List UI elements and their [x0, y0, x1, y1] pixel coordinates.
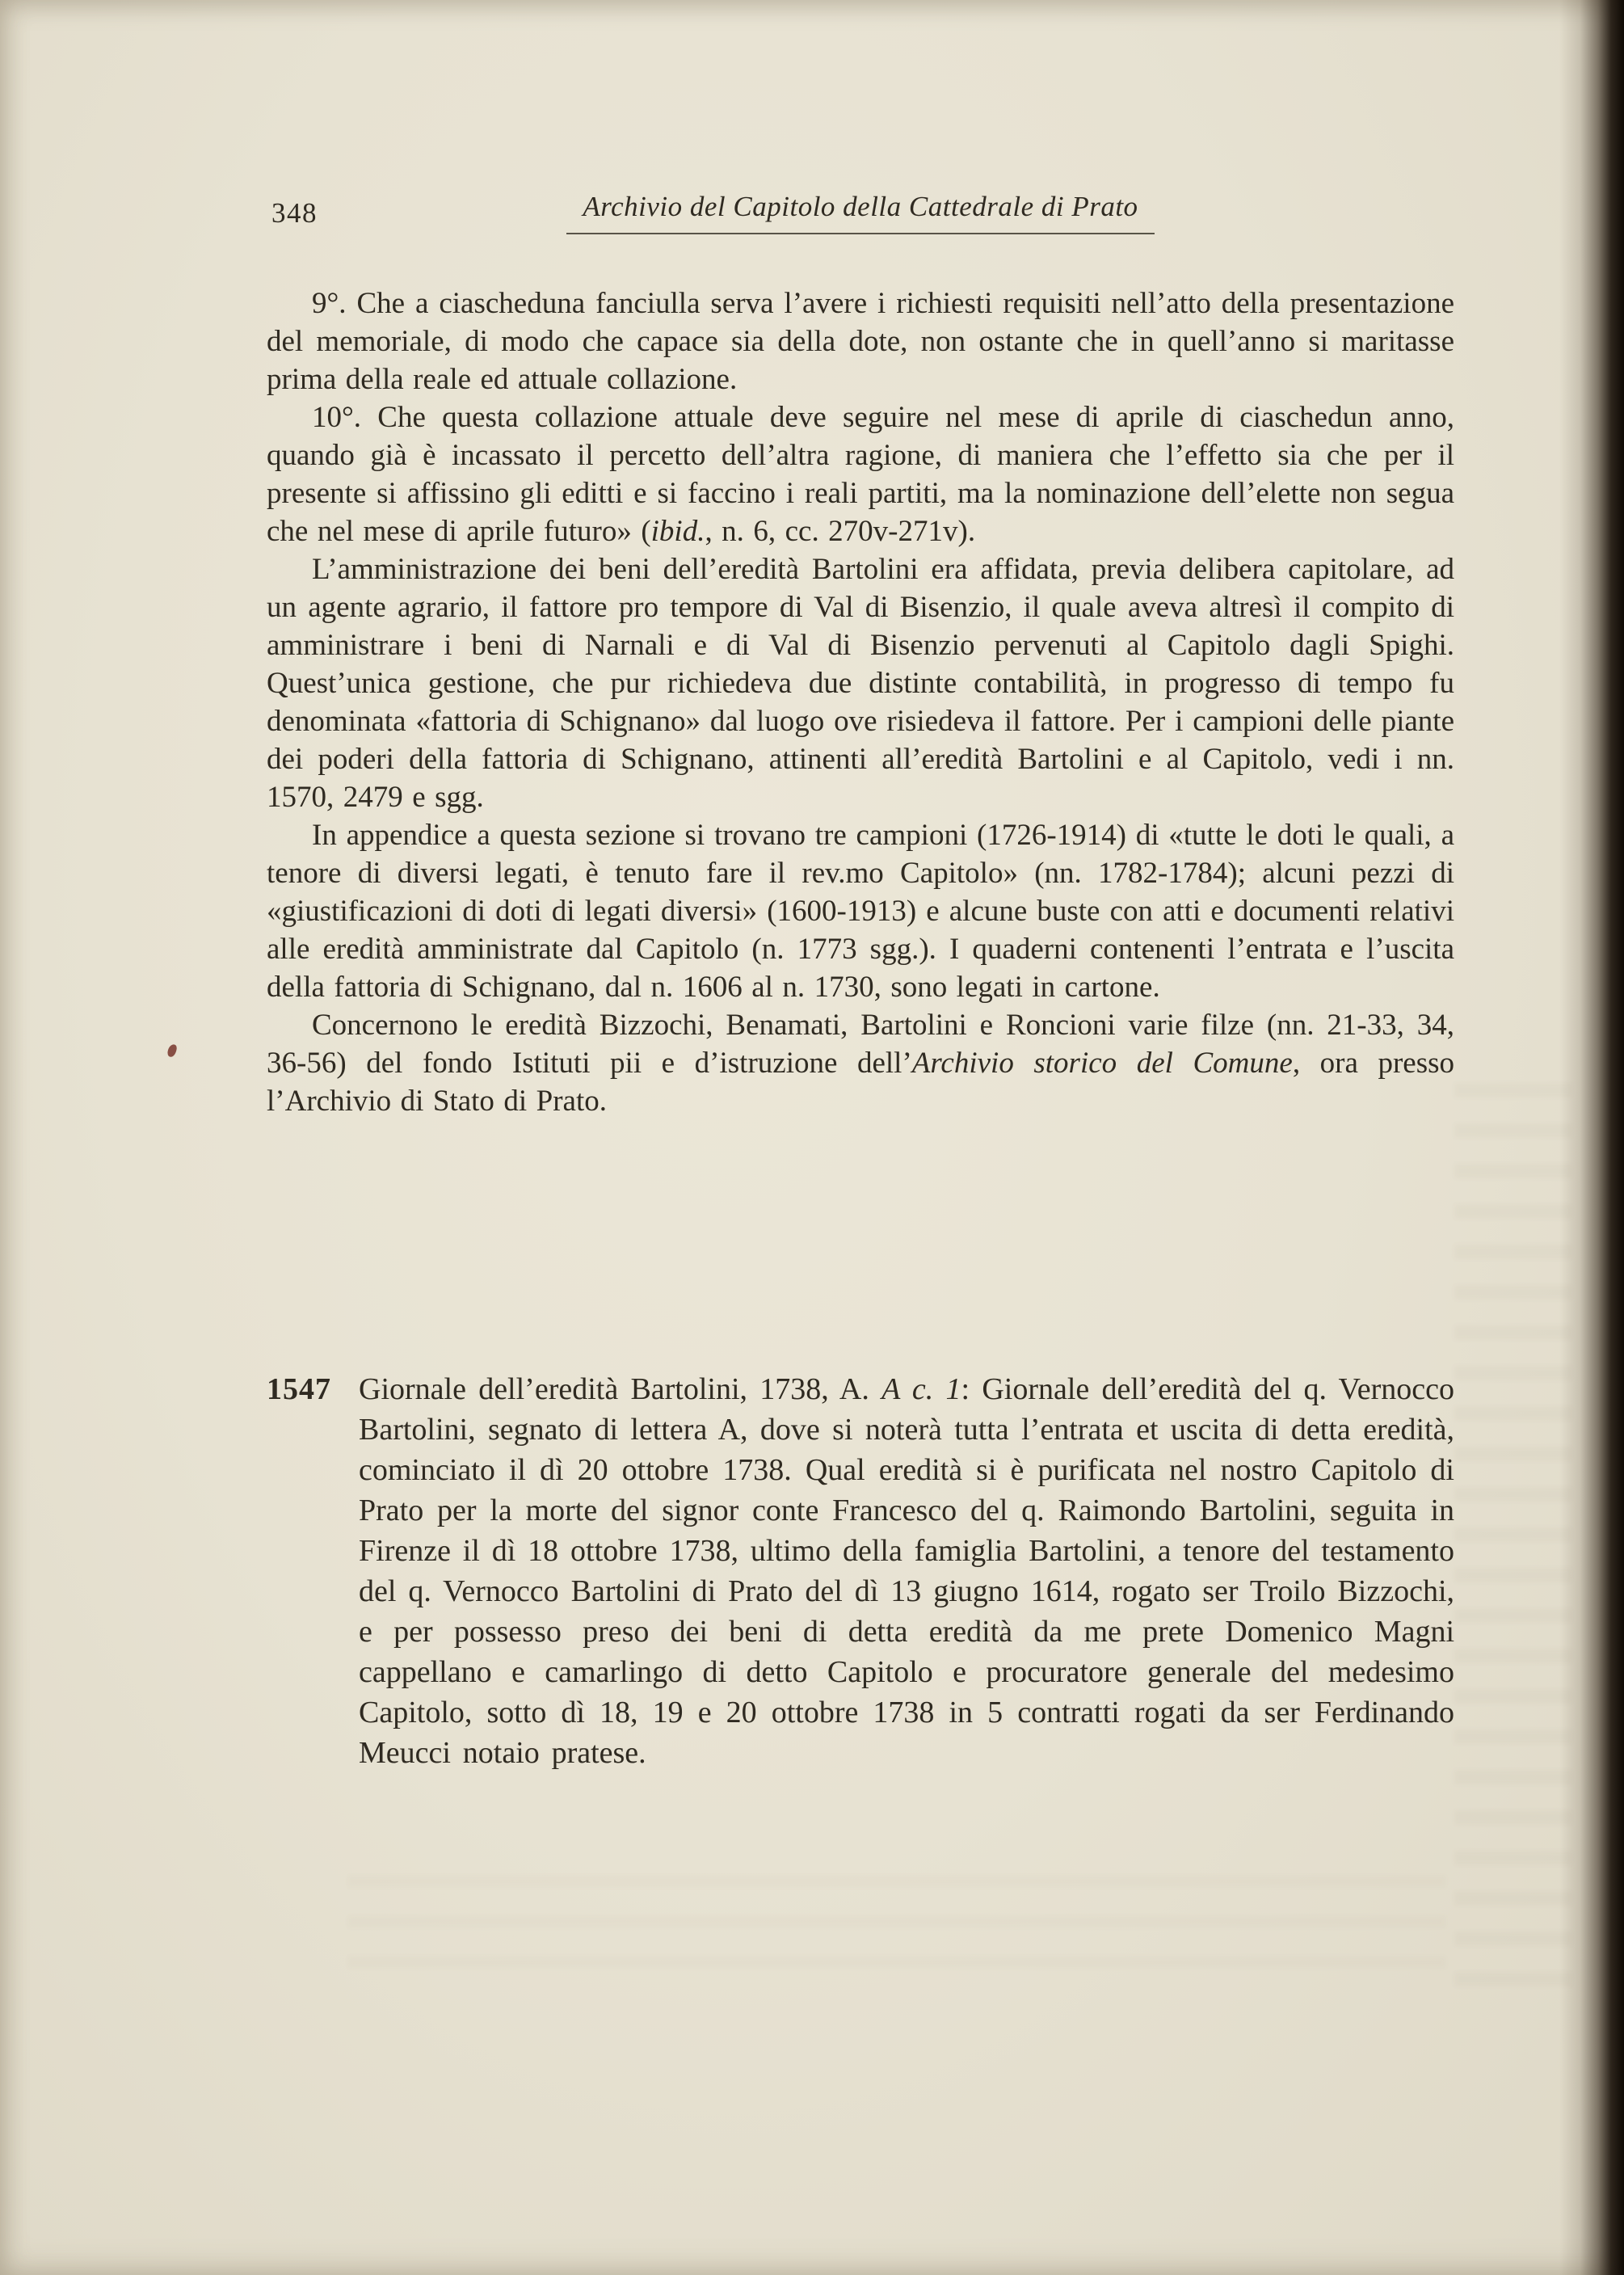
paper-speck [166, 1043, 178, 1058]
paragraph-1-text: 9°. Che a ciascheduna fanciulla serva l’avere i richiesti requisiti nell’atto della presentazione del memoriale, di modo che capace sia della dote, non ostante che in quell’anno si maritasse prima della reale ed attuale collazione. [267, 287, 1454, 396]
paragraph-2-citation-ibid: ibid. [650, 515, 705, 548]
entry-citation: A c. 1 [881, 1372, 961, 1406]
paragraph-5 [267, 1006, 1454, 1120]
entry-number: 1547 [267, 1372, 331, 1406]
paragraph-2 [267, 398, 1454, 550]
running-title: Archivio del Capitolo della Cattedrale di Prato [566, 191, 1154, 234]
page-number: 348 [271, 197, 318, 229]
running-head [267, 191, 1454, 234]
paragraph-4-text: In appendice a questa sezione si trovano tre campioni (1726-1914) di «tutte le doti le quali, a tenore di diversi legati, è tenuto fare il rev.mo Capitolo» (nn. 1782-1784); alcuni pezzi di «giustificazioni di doti di legati diversi» (1600-1913) e alcune buste con atti e documenti relativi alle eredità amministrate dal Capitolo (n. 1773 sgg.). I quaderni contenenti l’entrata e l’uscita della fattoria di Schignano, dal n. 1606 al n. 1730, sono legati in cartone. [267, 819, 1454, 1004]
paragraph-3 [267, 550, 1454, 816]
entry-title: Giornale dell’eredità Bartolini, 1738, A. [359, 1372, 882, 1406]
catalog-entry-1547 [267, 1369, 1454, 1773]
paragraph-3-text: L’amministrazione dei beni dell’eredità Bartolini era affidata, previa delibera capitolare, ad un agente agrario, il fattore pro tempore di Val di Bisenzio, il quale aveva altresì il compito di amministrare i beni di Narnali e di Val di Bisenzio pervenuti al Capitolo dagli Spighi. Quest’unica gestione, che pur richiedeva due distinte contabilità, in progresso di tempo fu denominata «fattoria di Schignano» dal luogo ove risiedeva il fattore. Per i campioni delle piante dei poderi della fattoria di Schignano, attinenti all’eredità Bartolini e al Capitolo, vedi i nn. 1570, 2479 e sgg. [267, 553, 1454, 814]
body-text-block [267, 284, 1454, 1120]
bleed-through-ghost-bottom [347, 1875, 1446, 1996]
entry-description: : Giornale dell’eredità del q. Vernocco Bartolini, segnato di lettera A, dove si noterà tutta l’entrata et uscita di detta eredità, cominciato il dì 20 ottobre 1738. Qual eredità si è purificata nel nostro Capitolo di Prato per la morte del signor conte Francesco del q. Raimondo Bartolini, seguita in Firenze il dì 18 ottobre 1738, ultimo della famiglia Bartolini, a tenore del testamento del q. Vernocco Bartolini di Prato del dì 13 giugno 1614, rogato ser Troilo Bizzochi, e per possesso preso dei beni di detta eredità da me prete Domenico Magni cappellano e camarlingo di detto Capitolo e procuratore generale del medesimo Capitolo, sotto dì 18, 19 e 20 ottobre 1738 in 5 contratti rogati da ser Ferdinando Meucci notaio pratese. [359, 1372, 1454, 1770]
paragraph-4 [267, 816, 1454, 1006]
running-title-wrap [267, 191, 1454, 234]
entry-text [359, 1369, 1454, 1773]
paragraph-5-archive-title: Archivio storico del Comune [911, 1047, 1293, 1080]
paragraph-2-text-end: , n. 6, cc. 270v-271v). [705, 515, 976, 548]
paragraph-5-text-end: , ora presso l’Archivio di Stato di Prato. [267, 1047, 1454, 1118]
paragraph-5-text: Concernono le eredità Bizzochi, Benamati, Bartolini e Roncioni varie filze (nn. 21-33, 34, 36-56) del fondo Istituti pii e d’istruzione dell’ [267, 1009, 1454, 1080]
scan-gutter-shadow [1559, 0, 1624, 2275]
bleed-through-ghost-right [1454, 1083, 1571, 2012]
paragraph-1 [267, 284, 1454, 398]
paragraph-2-text: 10°. Che questa collazione attuale deve seguire nel mese di aprile di ciaschedun anno, quando già è incassato il percetto dell’altra ragione, di maniera che l’effetto sia che per il presente si affissino gli editti e si faccino i reali partiti, ma la nominazione dell’elette non segua che nel mese di aprile futuro» ( [267, 401, 1454, 548]
